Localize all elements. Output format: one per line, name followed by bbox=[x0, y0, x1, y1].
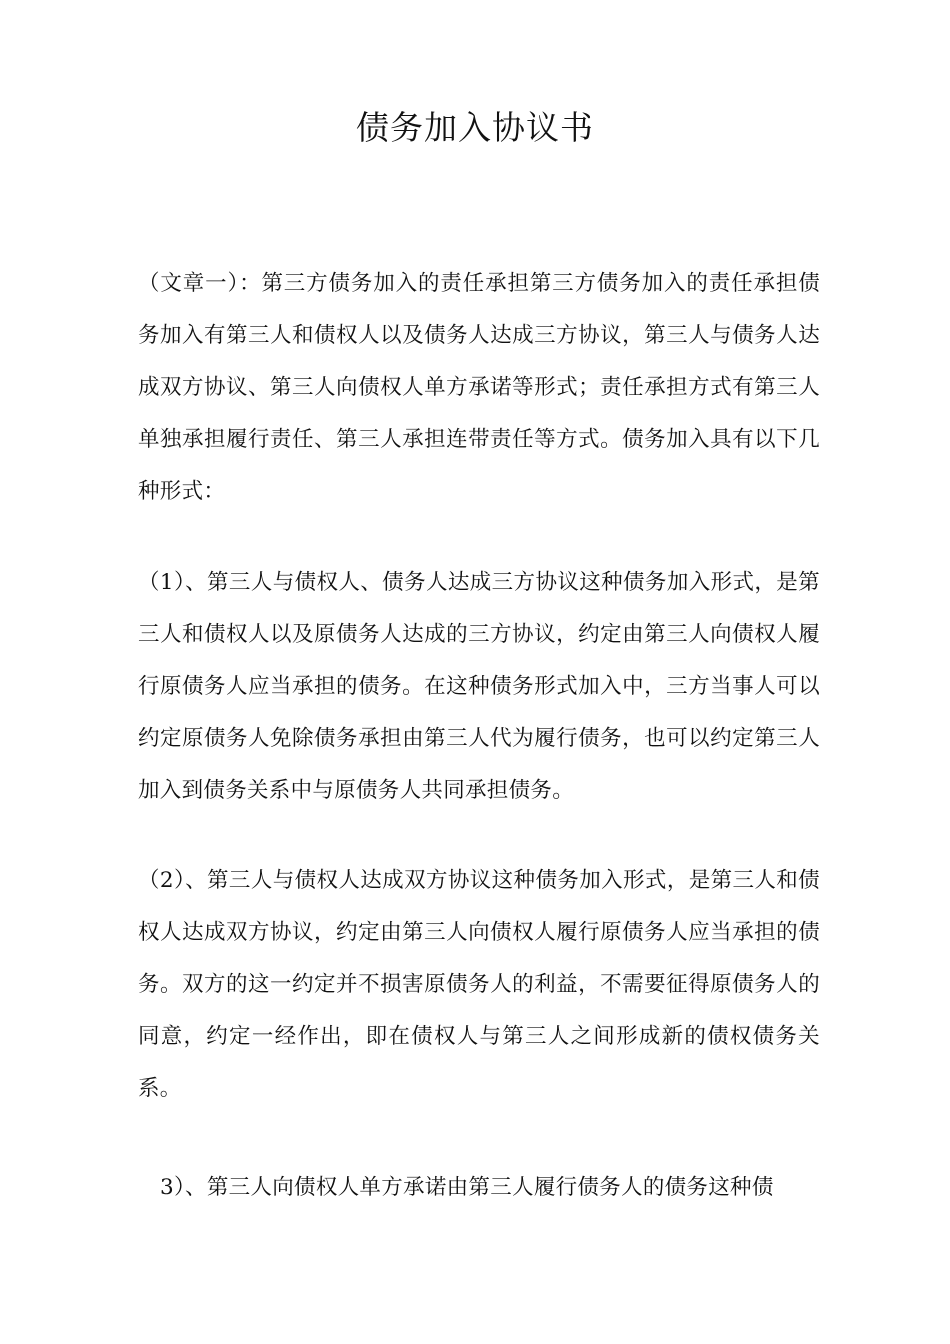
paragraph-1: （文章一）：第三方债务加入的责任承担第三方债务加入的责任承担债务加入有第三人和债权人以及债务人达成三方协议，第三人与债务人达成双方协议、第三人向债权人单方承诺等形式；责任承担方式有第三人单独承担履行责任、第三人承担连带责任等方式。债务加入具有以下几种形式： bbox=[138, 271, 820, 504]
paragraph-3: （2）、第三人与债权人达成双方协议这种债务加入形式，是第三人和债权人达成双方协议，约定由第三人向债权人履行原债务人应当承担的债务。双方的这一约定并不损害原债务人的利益，不需要征得原债务人的同意，约定一经作出，即在债权人与第三人之间形成新的债权债务关系。 bbox=[138, 868, 820, 1101]
paragraph-2: （1）、第三人与债权人、债务人达成三方协议这种债务加入形式，是第三人和债权人以及原债务人达成的三方协议，约定由第三人向债权人履行原债务人应当承担的债务。在这种债务形式加入中，三方当事人可以约定原债务人免除债务承担由第三人代为履行债务，也可以约定第三人加入到债务关系中与原债务人共同承担债务。 bbox=[138, 570, 820, 803]
paragraph-4: 3）、第三人向债权人单方承诺由第三人履行债务人的债务这种债 bbox=[160, 1175, 774, 1200]
document-title: 债务加入协议书 bbox=[356, 108, 594, 147]
